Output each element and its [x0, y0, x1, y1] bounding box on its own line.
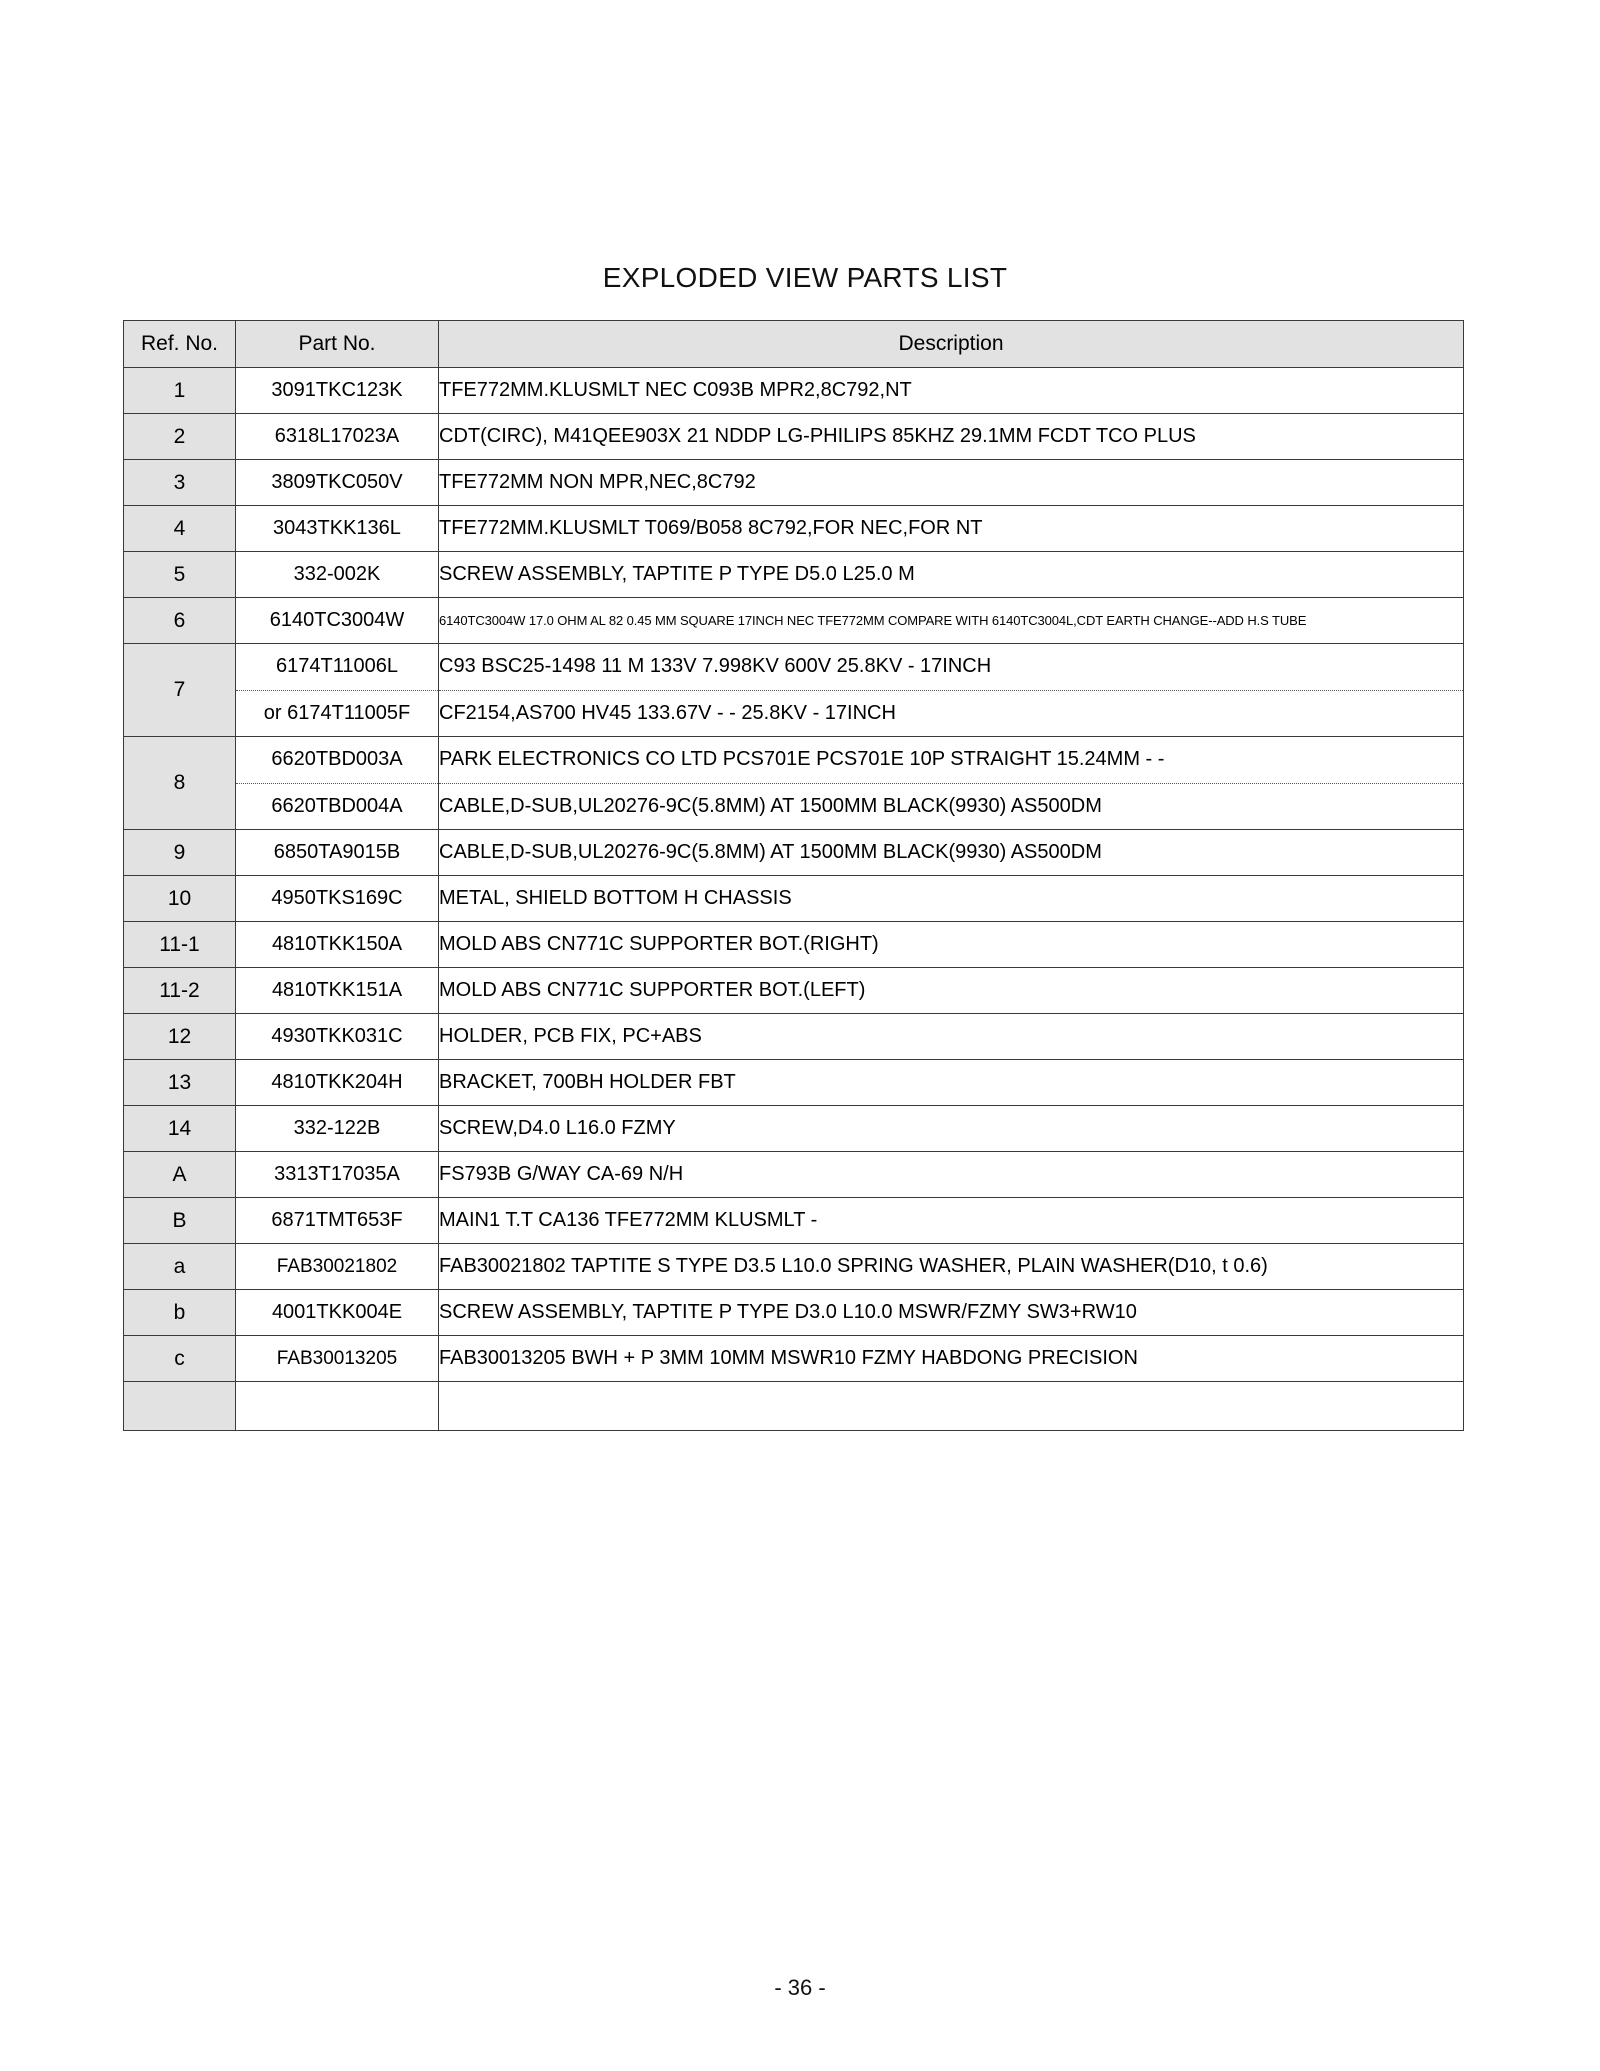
table-row [124, 644, 1464, 691]
cell-part-no: 6871TMT653F [236, 1198, 439, 1244]
cell-part-no: 4930TKK031C [236, 1014, 439, 1060]
cell-part-no: 4810TKK151A [236, 968, 439, 1014]
cell-part-no: 4950TKS169C [236, 876, 439, 922]
cell-description: TFE772MM NON MPR,NEC,8C792 [439, 460, 1464, 506]
cell-ref-no: 11-2 [124, 968, 236, 1014]
cell-description: CABLE,D-SUB,UL20276-9C(5.8MM) AT 1500MM BLACK(9930) AS500DM [439, 783, 1464, 830]
column-header-part-no: Part No. [236, 321, 439, 368]
column-header-description: Description [439, 321, 1464, 368]
table-row [124, 876, 1464, 922]
table-row [124, 460, 1464, 506]
cell-ref-no: A [124, 1152, 236, 1198]
cell-description: CF2154,AS700 HV45 133.67V - - 25.8KV - 17INCH [439, 690, 1464, 737]
cell-part-no: 6174T11006L [236, 644, 439, 691]
cell-description: C93 BSC25-1498 11 M 133V 7.998KV 600V 25.8KV - 17INCH [439, 644, 1464, 691]
table-row-empty [124, 1382, 1464, 1431]
cell-ref-no: 1 [124, 368, 236, 414]
cell-ref-no: b [124, 1290, 236, 1336]
table-row [124, 783, 1464, 830]
cell-description: FS793B G/WAY CA-69 N/H [439, 1152, 1464, 1198]
cell-part-no: 6620TBD003A [236, 737, 439, 784]
cell-description: METAL, SHIELD BOTTOM H CHASSIS [439, 876, 1464, 922]
page-title: EXPLODED VIEW PARTS LIST [602, 262, 1008, 293]
cell-part-no: 332-122B [236, 1106, 439, 1152]
cell-part-no: 4810TKK204H [236, 1060, 439, 1106]
table-row [124, 1152, 1464, 1198]
cell-part-no: 332-002K [236, 552, 439, 598]
cell-part-no: 3313T17035A [236, 1152, 439, 1198]
table-row [124, 1290, 1464, 1336]
table-row [124, 552, 1464, 598]
cell-ref-no [124, 1382, 236, 1431]
table-row [124, 1198, 1464, 1244]
cell-part-no: 3809TKC050V [236, 460, 439, 506]
cell-ref-no: c [124, 1336, 236, 1382]
cell-ref-no: 7 [124, 644, 236, 737]
table-row [124, 830, 1464, 876]
table-row [124, 690, 1464, 737]
cell-description: FAB30013205 BWH + P 3MM 10MM MSWR10 FZMY HABDONG PRECISION [439, 1336, 1464, 1382]
table-row [124, 414, 1464, 460]
cell-description: MOLD ABS CN771C SUPPORTER BOT.(LEFT) [439, 968, 1464, 1014]
cell-part-no: 3043TKK136L [236, 506, 439, 552]
cell-description: BRACKET, 700BH HOLDER FBT [439, 1060, 1464, 1106]
cell-part-no: 6318L17023A [236, 414, 439, 460]
cell-description: SCREW ASSEMBLY, TAPTITE P TYPE D3.0 L10.0 MSWR/FZMY SW3+RW10 [439, 1290, 1464, 1336]
table-row [124, 368, 1464, 414]
table-row [124, 1106, 1464, 1152]
column-header-ref-no: Ref. No. [124, 321, 236, 368]
cell-ref-no: 2 [124, 414, 236, 460]
cell-description: MOLD ABS CN771C SUPPORTER BOT.(RIGHT) [439, 922, 1464, 968]
cell-ref-no: 5 [124, 552, 236, 598]
cell-part-no: 4810TKK150A [236, 922, 439, 968]
cell-description: CDT(CIRC), M41QEE903X 21 NDDP LG-PHILIPS 85KHZ 29.1MM FCDT TCO PLUS [439, 414, 1464, 460]
cell-part-no: 6620TBD004A [236, 783, 439, 830]
cell-ref-no: 11-1 [124, 922, 236, 968]
cell-ref-no: 14 [124, 1106, 236, 1152]
cell-description: SCREW,D4.0 L16.0 FZMY [439, 1106, 1464, 1152]
cell-description: CABLE,D-SUB,UL20276-9C(5.8MM) AT 1500MM BLACK(9930) AS500DM [439, 830, 1464, 876]
cell-part-no: 3091TKC123K [236, 368, 439, 414]
cell-ref-no: B [124, 1198, 236, 1244]
cell-ref-no: 6 [124, 598, 236, 644]
cell-ref-no: 3 [124, 460, 236, 506]
cell-description: FAB30021802 TAPTITE S TYPE D3.5 L10.0 SPRING WASHER, PLAIN WASHER(D10, t 0.6) [439, 1244, 1464, 1290]
cell-ref-no: a [124, 1244, 236, 1290]
cell-part-no: 6850TA9015B [236, 830, 439, 876]
cell-description: TFE772MM.KLUSMLT NEC C093B MPR2,8C792,NT [439, 368, 1464, 414]
table-row [124, 1336, 1464, 1382]
cell-part-no [236, 1382, 439, 1431]
cell-description: 6140TC3004W 17.0 OHM AL 82 0.45 MM SQUARE 17INCH NEC TFE772MM COMPARE WITH 6140TC3004L,CDT EARTH CHANGE--ADD H.S TUBE [439, 598, 1464, 644]
table-row [124, 922, 1464, 968]
cell-description: SCREW ASSEMBLY, TAPTITE P TYPE D5.0 L25.0 M [439, 552, 1464, 598]
cell-description: MAIN1 T.T CA136 TFE772MM KLUSMLT - [439, 1198, 1464, 1244]
cell-part-no: 4001TKK004E [236, 1290, 439, 1336]
cell-description [439, 1382, 1464, 1431]
cell-part-no: FAB30021802 [236, 1244, 439, 1290]
cell-ref-no: 9 [124, 830, 236, 876]
cell-description: TFE772MM.KLUSMLT T069/B058 8C792,FOR NEC,FOR NT [439, 506, 1464, 552]
table-row [124, 737, 1464, 784]
cell-ref-no: 12 [124, 1014, 236, 1060]
table-header-row [124, 321, 1464, 368]
page-number: - 36 - [774, 1975, 826, 2000]
table-row [124, 1244, 1464, 1290]
cell-ref-no: 13 [124, 1060, 236, 1106]
cell-description: PARK ELECTRONICS CO LTD PCS701E PCS701E 10P STRAIGHT 15.24MM - - [439, 737, 1464, 784]
table-row [124, 1060, 1464, 1106]
cell-description: HOLDER, PCB FIX, PC+ABS [439, 1014, 1464, 1060]
cell-part-no: or 6174T11005F [236, 690, 439, 737]
cell-part-no: 6140TC3004W [236, 598, 439, 644]
cell-ref-no: 10 [124, 876, 236, 922]
table-row [124, 506, 1464, 552]
cell-ref-no: 4 [124, 506, 236, 552]
cell-ref-no: 8 [124, 737, 236, 830]
parts-list-table [123, 320, 1464, 1431]
table-row [124, 968, 1464, 1014]
table-row [124, 598, 1464, 644]
cell-part-no: FAB30013205 [236, 1336, 439, 1382]
table-row [124, 1014, 1464, 1060]
